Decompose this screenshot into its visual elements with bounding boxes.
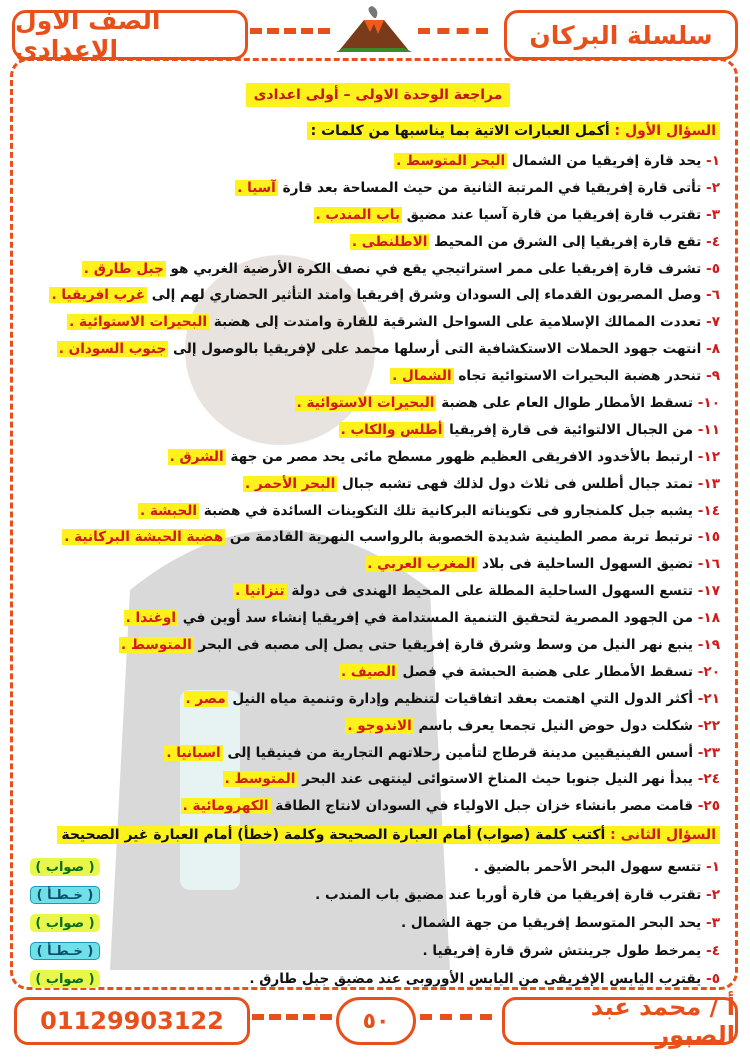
item-text: تسقط الأمطار على هضبة الحبشة في فصل xyxy=(402,663,693,680)
item-answer: اوغندا . xyxy=(125,610,177,627)
tf-statement xyxy=(423,943,720,959)
q1-item xyxy=(30,686,720,713)
q1-item xyxy=(30,793,720,820)
item-answer: آسيا . xyxy=(237,179,276,196)
item-number: ٢٣- xyxy=(697,744,720,761)
item-answer: الشمال . xyxy=(392,368,452,385)
tf-answer-badge: ( صواب ) xyxy=(30,914,100,932)
q1-heading xyxy=(307,122,720,140)
item-number: ٢٥- xyxy=(697,798,720,815)
item-answer: الاندوجو . xyxy=(347,717,412,734)
header-deco-left xyxy=(250,28,330,48)
q1-item xyxy=(30,766,720,793)
item-answer: تنزانيا . xyxy=(235,583,285,600)
item-text: تشرف قارة إفريقيا على ممر استراتيجي يقع في نصف الكرة الأرضية الغربي هو xyxy=(170,260,702,277)
footer-deco-left xyxy=(252,1014,332,1032)
item-answer: الاطلنطى . xyxy=(351,233,428,250)
item-answer: هضبة الحبشة البركانية . xyxy=(64,529,224,546)
item-number: ٧- xyxy=(706,314,720,331)
q1-item xyxy=(30,713,720,740)
tf-statement xyxy=(474,859,720,875)
author-name: أ / محمد عبد الصبور xyxy=(502,997,738,1045)
item-number: ١٧- xyxy=(697,583,720,600)
item-text: وصل المصريون القدماء إلى السودان وشرق إفريقيا وامتد التأثير الحضاري لهم إلى xyxy=(151,287,702,304)
item-text: أكثر الدول التي اهتمت بعقد اتفاقيات لتنظيم وإدارة وتنمية مياه النيل xyxy=(232,690,693,707)
item-number: ٢١- xyxy=(697,690,720,707)
item-text: تأتى قارة إفريقيا في المرتبة الثانية من حيث المساحة بعد قارة xyxy=(282,179,702,196)
item-answer: البحيرات الاستوائية . xyxy=(69,314,207,331)
item-answer: غرب افريقيا . xyxy=(51,287,146,304)
footer-deco-right xyxy=(420,1014,492,1032)
item-number: ١٠- xyxy=(697,395,720,412)
q1-list xyxy=(30,148,720,820)
q2-item xyxy=(30,937,720,965)
q1-item xyxy=(30,309,720,336)
item-answer: أطلس والكاب . xyxy=(340,421,443,438)
item-number: ٥- xyxy=(706,260,720,277)
item-number: ١٥- xyxy=(697,529,720,546)
item-answer: المتوسط . xyxy=(224,771,296,788)
item-number: ٥- xyxy=(706,971,720,987)
item-answer: الصيف . xyxy=(340,663,396,680)
item-number: ٨- xyxy=(706,341,720,358)
q1-item xyxy=(30,417,720,444)
item-number: ١٦- xyxy=(697,556,720,573)
item-number: ١- xyxy=(706,859,720,875)
item-text: يقترب اليابس الإفريقى من اليابس الأوروبى عند مضيق جبل طارق . xyxy=(249,971,702,987)
header-deco-right xyxy=(418,28,488,48)
item-text: أسس الفينيقيين مدينة قرطاج لتأمين رحلاتهم التجارية من فينيقيا إلى xyxy=(227,744,693,761)
item-number: ١٣- xyxy=(697,475,720,492)
q1-item xyxy=(30,390,720,417)
series-title: سلسلة البركان xyxy=(504,10,738,60)
item-answer: المتوسط . xyxy=(121,637,192,654)
page-title: مراجعة الوحدة الاولى – أولى اعدادى xyxy=(246,83,510,107)
grade-title: الصف الاول الاعدادى xyxy=(12,10,248,60)
q1-item xyxy=(30,336,720,363)
item-number: ٢- xyxy=(706,179,720,196)
item-answer: البحر المتوسط . xyxy=(396,153,506,169)
q1-item xyxy=(30,229,720,256)
item-number: ٤- xyxy=(706,943,720,959)
item-text: تتسع السهول الساحلية المطلة على المحيط الهندى فى دولة xyxy=(291,583,693,600)
item-number: ١٨- xyxy=(697,610,720,627)
item-text: يشبه جبل كلمنجارو فى تكويناته البركانية تلك التكوينات السائدة في هضبة xyxy=(203,502,693,519)
q1-item xyxy=(30,202,720,229)
q1-item xyxy=(30,659,720,686)
item-text: يمرخط طول جرينتش شرق قارة إفريقيا . xyxy=(422,943,702,959)
q1-item xyxy=(30,363,720,390)
item-text: ارتبط بالأخدود الافريقى العظيم ظهور مسطح مائى يحد مصر من جهة xyxy=(230,448,693,465)
q1-item xyxy=(30,740,720,767)
item-number: ٣- xyxy=(706,915,720,931)
phone-number: 01129903122 xyxy=(14,997,250,1045)
item-number: ٢٠- xyxy=(697,663,720,680)
q1-item xyxy=(30,148,720,175)
tf-answer-badge: ( صواب ) xyxy=(30,970,100,988)
item-number: ٢- xyxy=(706,887,720,903)
q2-item xyxy=(30,853,720,881)
item-text: يحد البحر المتوسط إفريقيا من جهة الشمال . xyxy=(400,915,702,931)
item-text: تقترب قارة إفريقيا من قارة أوربا عند مضيق باب المندب . xyxy=(315,887,702,903)
q1-item xyxy=(30,471,720,498)
q1-item xyxy=(30,524,720,551)
item-text: شكلت دول حوض النيل تجمعا يعرف باسم xyxy=(418,717,693,734)
q2-item xyxy=(30,965,720,993)
item-text: تتسع سهول البحر الأحمر بالضيق . xyxy=(473,859,702,875)
q2-item xyxy=(30,909,720,937)
item-text: من الجبال الالتوائية فى قارة إفريقيا xyxy=(449,421,693,438)
item-text: من الجهود المصرية لتحقيق التنمية المستدامة في إفريقيا إنشاء سد أوين في xyxy=(182,610,693,627)
q1-instructions: أكمل العبارات الاتية بما يناسبها من كلمات : xyxy=(310,123,610,139)
page-number: ٥٠ xyxy=(336,997,416,1045)
item-number: ١٤- xyxy=(697,502,720,519)
q1-item xyxy=(30,551,720,578)
q1-label: السؤال الأول : xyxy=(614,123,716,139)
item-text: تمتد جبال أطلس فى ثلاث دول لذلك فهى تشبه جبال xyxy=(342,475,693,492)
q1-item xyxy=(30,444,720,471)
volcano-icon xyxy=(334,6,414,56)
item-number: ١٩- xyxy=(697,637,720,654)
q1-item xyxy=(30,632,720,659)
q1-item xyxy=(30,578,720,605)
q2-label: السؤال الثانى : xyxy=(610,827,716,843)
q1-item xyxy=(30,282,720,309)
item-text: تسقط الأمطار طوال العام على هضبة xyxy=(441,395,693,412)
item-answer: اسبانيا . xyxy=(166,744,221,761)
tf-answer-badge: ( صواب ) xyxy=(30,858,100,876)
q1-item xyxy=(30,175,720,202)
item-text: تقع قارة إفريقيا إلى الشرق من المحيط xyxy=(434,233,702,250)
tf-answer-badge: ( خـطـأ ) xyxy=(30,942,100,960)
tf-statement xyxy=(401,915,720,931)
q2-heading xyxy=(57,826,720,844)
item-text: قامت مصر بانشاء خزان جبل الاولياء في السودان لانتاج الطاقة xyxy=(275,798,693,815)
q1-item xyxy=(30,256,720,283)
item-answer: باب المندب . xyxy=(315,206,400,223)
item-text: يبدأ نهر النيل جنوبا حيث المناخ الاستوائى لينتهى عند البحر xyxy=(302,771,693,788)
item-answer: الشرق . xyxy=(169,448,224,465)
item-text: ينبع نهر النيل من وسط وشرق قارة إفريقيا حتى يصل إلى مصبه فى البحر xyxy=(198,637,693,654)
q2-item xyxy=(30,881,720,909)
item-answer: مصر . xyxy=(185,690,226,707)
item-number: ١- xyxy=(706,153,720,169)
item-number: ٣- xyxy=(706,206,720,223)
item-text: تضيق السهول الساحلية فى بلاد xyxy=(481,556,693,573)
tf-answer-badge: ( خـطـأ ) xyxy=(30,886,100,904)
item-text: تقترب قارة إفريقيا من قارة آسيا عند مضيق xyxy=(406,206,702,223)
item-number: ٢٤- xyxy=(697,771,720,788)
item-number: ٢٢- xyxy=(697,717,720,734)
q1-item xyxy=(30,605,720,632)
item-number: ٤- xyxy=(706,233,720,250)
item-answer: البحيرات الاستوائية . xyxy=(296,395,435,412)
item-text: تنحدر هضبة البحيرات الاستوائية تجاه xyxy=(458,368,702,385)
item-number: ٩- xyxy=(706,368,720,385)
item-answer: الحبشة . xyxy=(139,502,198,519)
item-text: ترتبط تربة مصر الطينية شديدة الخصوبة بالرواسب النهرية القادمة من xyxy=(229,529,693,546)
item-answer: المغرب العربي . xyxy=(367,556,476,573)
q1-item xyxy=(30,498,720,525)
tf-statement xyxy=(315,887,720,903)
tf-statement xyxy=(249,971,720,987)
item-text: يحد قارة إفريقيا من الشمال xyxy=(511,153,702,169)
item-number: ١٢- xyxy=(697,448,720,465)
item-answer: الكهرومائية . xyxy=(182,798,269,815)
item-answer: جنوب السودان . xyxy=(58,341,167,358)
q2-instructions: أكتب كلمة (صواب) أمام العبارة الصحيحة وكلمة (خطأ) أمام العبارة غير الصحيحة xyxy=(61,827,606,843)
item-answer: البحر الأحمر . xyxy=(244,475,336,492)
item-number: ٦- xyxy=(706,287,720,304)
item-text: تعددت الممالك الإسلامية على السواحل الشرقية للقارة وامتدت إلى هضبة xyxy=(213,314,702,331)
q2-list xyxy=(30,853,720,993)
item-answer: جبل طارق . xyxy=(83,260,164,277)
item-number: ١١- xyxy=(697,421,720,438)
item-text: انتهت جهود الحملات الاستكشافية التى أرسلها محمد على لإفريقيا بالوصول إلى xyxy=(172,341,702,358)
